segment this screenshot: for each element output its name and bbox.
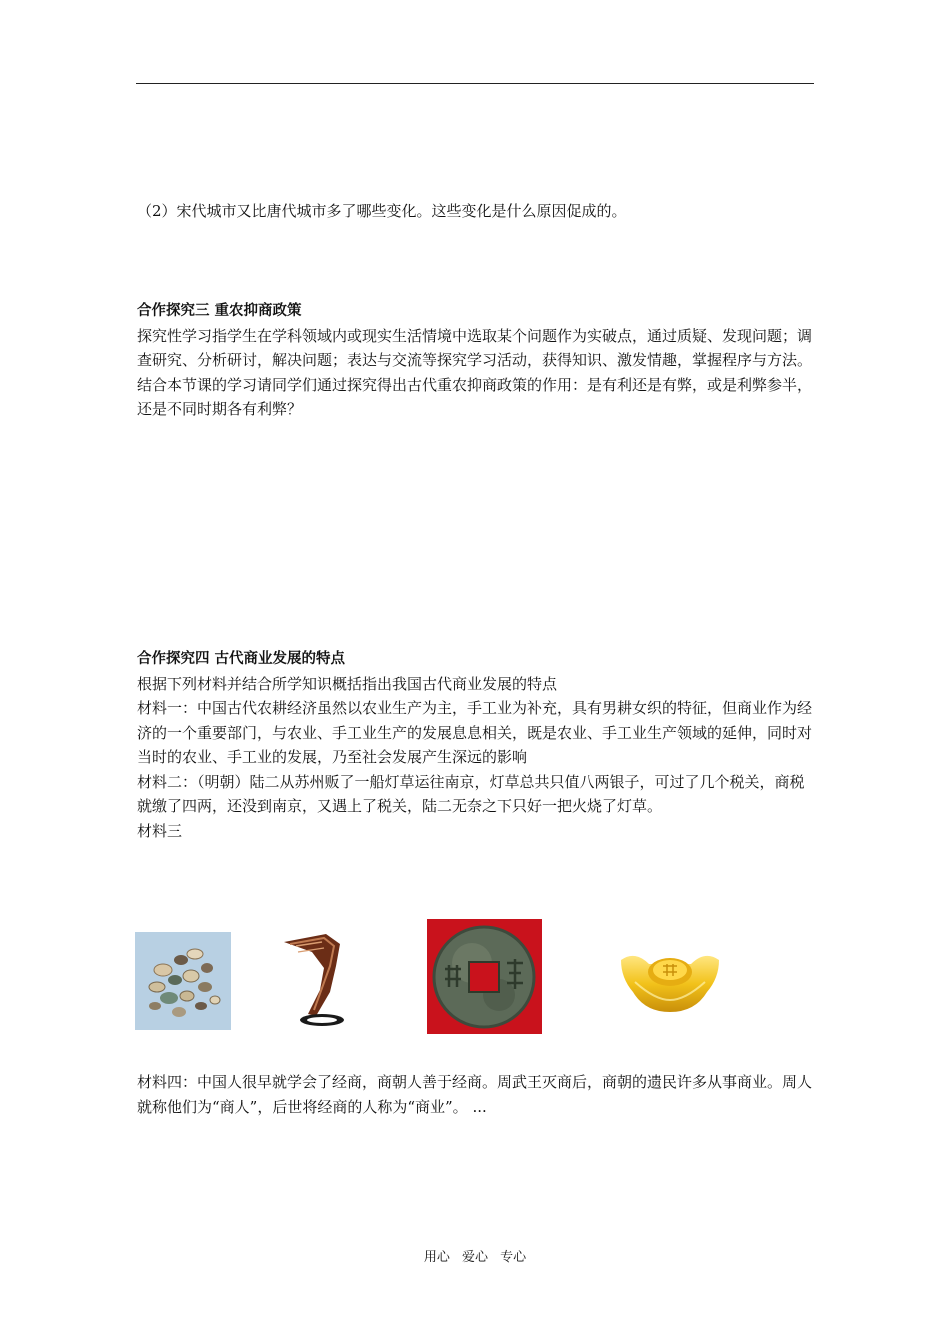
section-3-paragraph-2: 结合本节课的学习请同学们通过探究得出古代重农抑商政策的作用：是有利还是有弊，或是利弊参半，还是不同时期各有利弊？ (137, 375, 813, 418)
spade-currency-icon (284, 934, 344, 1026)
material-3-label: 材料三 (137, 821, 183, 840)
gold-ingot-image (615, 942, 725, 1022)
section-4-intro: 根据下列材料并结合所学知识概括指出我国古代商业发展的特点 (137, 674, 558, 693)
material-4: 材料四：中国人很早就学会了经商，商朝人善于经商。周武王灭商后，商朝的遗民许多从事商业。周人就称他们为“商人”，后世将经商的人称为“商业”。 ... (137, 1073, 813, 1116)
shell-money-image (135, 932, 231, 1030)
material-2: 材料二：（明朝）陆二从苏州贩了一船灯草运往南京，灯草总共只值八两银子，可过了几个税关，商税就缴了四两，还没到南京，又遇上了税关，陆二无奈之下只好一把火烧了灯草。 (137, 772, 805, 815)
section-4-heading: 合作探究四 古代商业发展的特点 (137, 651, 346, 667)
section-3-heading: 合作探究三 重农抑商政策 (137, 303, 302, 319)
spade-coin-image (278, 930, 362, 1030)
section-3-paragraph-1: 探究性学习指学生在学科领域内或现实生活情境中选取某个问题作为实破点，通过质疑、发现问题；调查研究、分析研讨，解决问题；表达与交流等探究学习活动，获得知识、激发情趣，掌握程序与方法。 (137, 326, 813, 369)
gold-ingot-icon (621, 956, 719, 1012)
header-rule (136, 83, 814, 84)
material-1: 材料一：中国古代农耕经济虽然以农业生产为主，手工业为补充，具有男耕女织的特征，但商业作为经济的一个重要部门，与农业、手工业生产的发展息息相关，既是农业、手工业生产领域的延伸，同时对当时的农业、手工业的发展，乃至社会发展产生深远的影响 (137, 699, 813, 766)
section-4 (137, 647, 817, 843)
page-footer: 用心 爱心 专心 (423, 1250, 527, 1265)
shell-currency-icon (149, 949, 220, 1017)
round-coin-icon (434, 927, 534, 1027)
section-3 (137, 299, 817, 422)
question-2-text: （2）宋代城市又比唐代城市多了哪些变化。这些变化是什么原因促成的。 (137, 202, 627, 220)
material-4-block (137, 1070, 817, 1119)
question-2 (137, 199, 817, 224)
ban-liang-coin-image (427, 919, 542, 1034)
